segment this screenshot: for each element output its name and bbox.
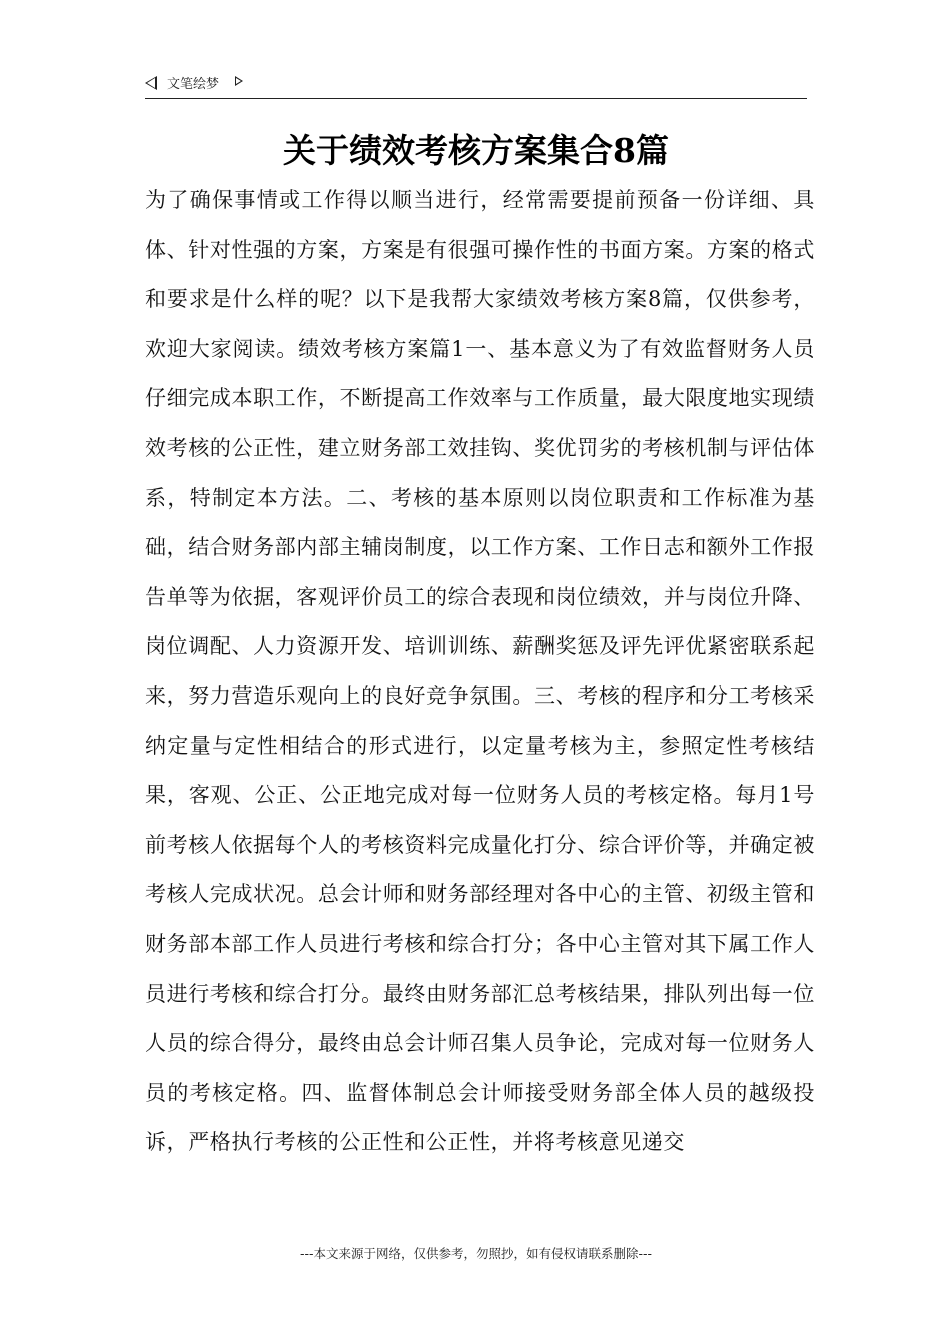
header-brand: 文笔绘梦 bbox=[167, 77, 220, 92]
document-title: 关于绩效考核方案集合8篇 bbox=[283, 131, 669, 170]
document-body: 为了确保事情或工作得以顺当进行，经常需要提前预备一份详细、具体、针对性强的方案，方案是有很强可操作性的书面方案。方案的格式和要求是什么样的呢？以下是我帮大家绩效考核方案8篇，仅供参考，欢迎大家阅读。绩效考核方案篇1一、基本意义为了有效监督财务人员仔细完成本职工作，不断提高工作效率与工作质量，最大限度地实现绩效考核的公正性，建立财务部工效挂钩、奖优罚劣的考核机制与评估体系，特制定本方法。二、考核的基本原则以岗位职责和工作标准为基础，结合财务部内部主辅岗制度，以工作方案、工作日志和额外工作报告单等为依据，客观评价员工的综合表现和岗位绩效，并与岗位升降、岗位调配、人力资源开发、培训训练、薪酬奖惩及评先评优紧密联系起来，努力营造乐观向上的良好竞争氛围。三、考核的程序和分工考核采纳定量与定性相结合的形式进行，以定量考核为主，参照定性考核结果，客观、公正、公正地完成对每一位财务人员的考核定格。每月1号前考核人依据每个人的考核资料完成量化打分、综合评价等，并确定被考核人完成状况。总会计师和财务部经理对各中心的主管、初级主管和财务部本部工作人员进行考核和综合打分；各中心主管对其下属工作人员进行考核和综合打分。最终由财务部汇总考核结果，排队列出每一位人员的综合得分，最终由总会计师召集人员争论，完成对每一位财务人员的考核定格。四、监督体制总会计师接受财务部全体人员的越级投诉，严格执行考核的公正性和公正性，并将考核意见递交 bbox=[145, 188, 815, 1155]
triangle-right-icon bbox=[235, 76, 243, 86]
triangle-left-icon bbox=[145, 76, 157, 90]
footer-notice: ---本文来源于网络，仅供参考，勿照抄，如有侵权请联系删除--- bbox=[299, 1246, 653, 1261]
page-header bbox=[145, 72, 807, 99]
